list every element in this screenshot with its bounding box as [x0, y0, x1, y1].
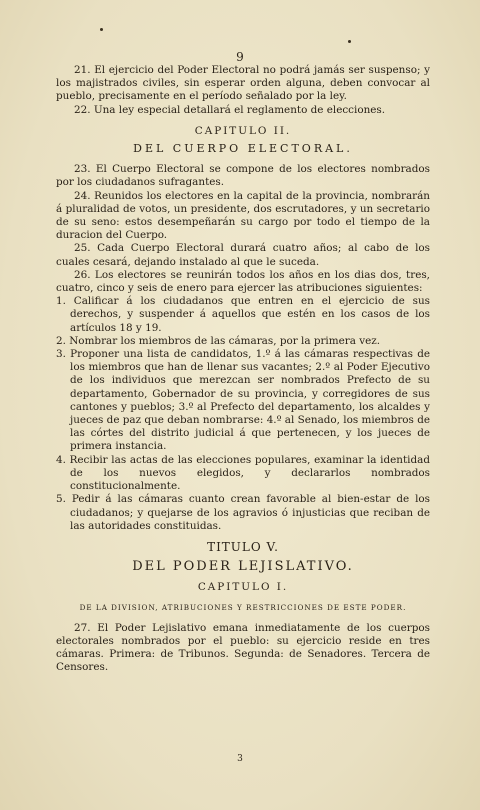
- list-item: 3. Proponer una lista de candidatos, 1.º á las cámaras respectivas de los miembros que han de llenar sus vacantes; 2.º al Poder Ejecutivo de los individuos que merezcan ser nombrados Prefecto de su departamento, Gobernador de su provincia, y corregidores de sus cantones y pueblos; 3.º al Prefecto del departamento, los alcaldes y jueces de paz que deban nombrarse: 4.º al Senado, los miembros de las córtes del distrito judicial á que pertenecen, y los jueces de primera instancia.: [56, 348, 430, 453]
- article-23: 23. El Cuerpo Electoral se compone de los electores nombrados por los ciudadanos sufragantes.: [56, 163, 430, 189]
- list-item: 2. Nombrar los miembros de las cámaras, por la primera vez.: [56, 334, 381, 347]
- article-26: 26. Los electores se reunirán todos los años en los dias dos, tres, cuatro, cinco y seis de enero para ejercer las atribuciones siguientes:: [56, 268, 430, 295]
- ink-spot: [100, 28, 103, 31]
- page-number: 9: [236, 50, 244, 64]
- article-24: 24. Reunidos los electores en la capital de la provincia, nombrarán á pluralidad de votos, un presidente, dos escrutadores, y un secretario de su seno: estos desempeñarán su cargo por todo el tiempo de la duracion del Cuerpo.: [56, 189, 430, 242]
- signature-mark: 3: [237, 754, 243, 764]
- article-25: 25. Cada Cuerpo Electoral durará cuatro años; al cabo de los cuales cesará, dejando instalado al que le suceda.: [56, 242, 430, 268]
- chapter-heading: CAPITULO II.: [194, 124, 292, 137]
- list-item: 1. Calificar á los ciudadanos que entren en el ejercicio de sus derechos, y suspender á aquellos que estén en los casos de los artículos 18 y 19.: [56, 295, 430, 334]
- chapter-subtitle: DE LA DIVISION, ATRIBUCIONES Y RESTRICCIONES DE ESTE PODER.: [79, 602, 407, 612]
- list-item: 4. Recibir las actas de las elecciones populares, examinar la identidad de los nuevos elegidos, y declararlos nombrados constitucionalmente.: [56, 453, 430, 493]
- text-column: [56, 64, 430, 675]
- list-item: 5. Pedir á las cámaras cuanto crean favorable al bien-estar de los ciudadanos; y quejarse de los agravios ó injusticias que reciban de las autoridades constituidas.: [56, 493, 430, 532]
- ink-spot: [348, 40, 351, 43]
- chapter-heading: CAPITULO I.: [197, 581, 289, 594]
- article-22: 22. Una ley especial detallará el reglamento de elecciones.: [74, 103, 386, 116]
- article-21: 21. El ejercicio del Poder Electoral no podrá jamás ser suspenso; y los majistrados civiles, sin esperar orden alguna, deben convocar al pueblo, precisamente en el período señalado por la ley.: [56, 64, 430, 103]
- title-subheading: DEL PODER LEJISLATIVO.: [132, 559, 354, 575]
- title-heading: TITULO V.: [207, 539, 279, 554]
- article-27: 27. El Poder Lejislativo emana inmediatamente de los cuerpos electorales nombrados por el pueblo: su ejercicio reside en tres cámaras. Primera: de Tribunos. Segunda: de Senadores. Tercera de Censores.: [56, 621, 430, 674]
- section-heading: DEL CUERPO ELECTORAL.: [133, 142, 353, 156]
